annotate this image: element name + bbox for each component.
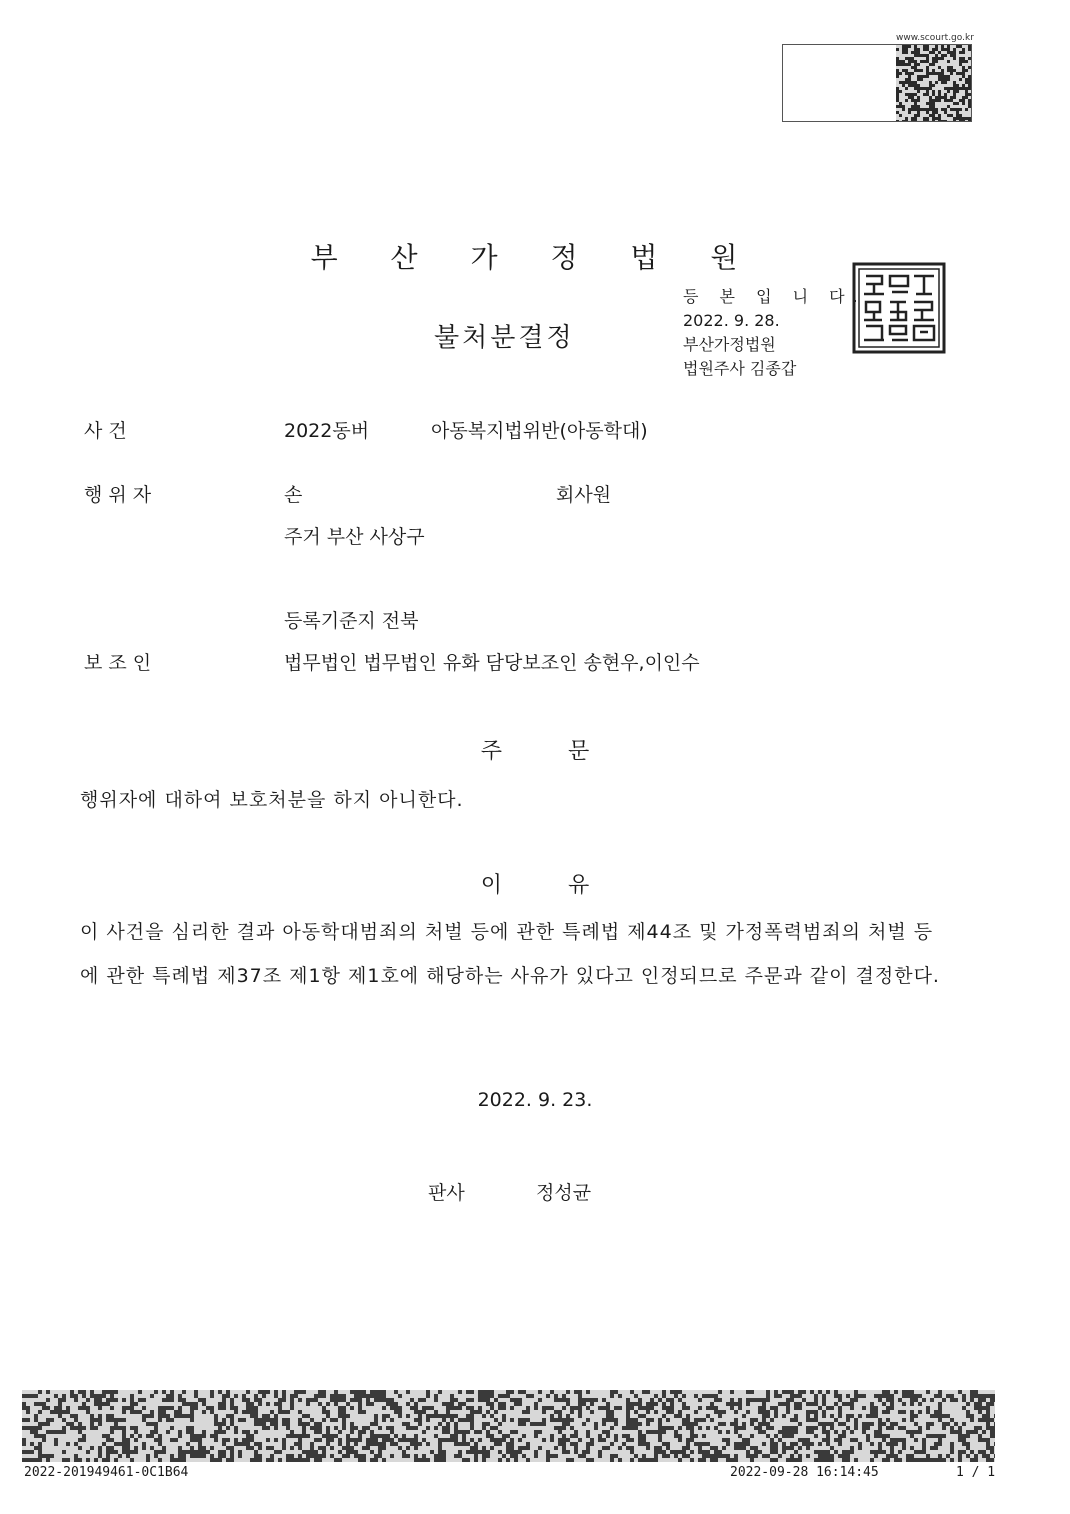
court-seal (852, 262, 946, 354)
assistant-label: 보 조 인 (84, 652, 152, 674)
security-pattern-band (22, 1390, 995, 1462)
case-name: 아동복지법위반(아동학대) (431, 420, 648, 442)
case-number: 2022동버 (284, 420, 370, 442)
assistant-text: 법무법인 법무법인 유화 담당보조인 송현우,이인수 (284, 652, 700, 674)
order-text: 행위자에 대하여 보호처분을 하지 아니한다. (80, 789, 464, 811)
judge-name: 정성균 (536, 1182, 592, 1204)
reason-heading: 이유 (480, 873, 656, 898)
actor-registration: 등록기준지 전북 (284, 610, 419, 632)
actor-name: 손 (284, 484, 303, 506)
verification-code-pattern (896, 45, 971, 121)
certification-block (683, 285, 866, 381)
actor-residence: 주거 부산 사상구 (284, 526, 425, 548)
actor-occupation: 회사원 (556, 484, 612, 506)
court-name: 부 산 가 정 법 원 (310, 241, 760, 274)
print-timestamp: 2022-09-28 16:14:45 (730, 1465, 879, 1480)
case-label: 사 건 (84, 420, 127, 442)
certification-date: 2022. 9. 28. (683, 311, 780, 330)
certification-clerk: 법원주사 김종갑 (683, 359, 797, 378)
decision-date: 2022. 9. 23. (477, 1089, 593, 1111)
certification-court: 부산가정법원 (683, 335, 776, 354)
actor-label: 행 위 자 (84, 484, 152, 506)
reason-text: 이 사건을 심리한 결과 아동학대범죄의 처벌 등에 관한 특례법 제44조 및 가정폭력범죄의 처벌 등에 관한 특례법 제37조 제1항 제1호에 해당하는 사유가 있다고 인정되므로 주문과 같이 결정한다. (80, 921, 940, 987)
document-id: 2022-201949461-0C1B64 (24, 1465, 189, 1480)
order-heading: 주문 (480, 739, 656, 764)
document-title: 불처분결정 (434, 323, 575, 353)
page-number: 1 / 1 (956, 1465, 996, 1480)
certification-statement: 등 본 입 니 다. (683, 287, 866, 306)
site-url: www.scourt.go.kr (896, 33, 974, 43)
judge-label: 판사 (428, 1182, 465, 1204)
